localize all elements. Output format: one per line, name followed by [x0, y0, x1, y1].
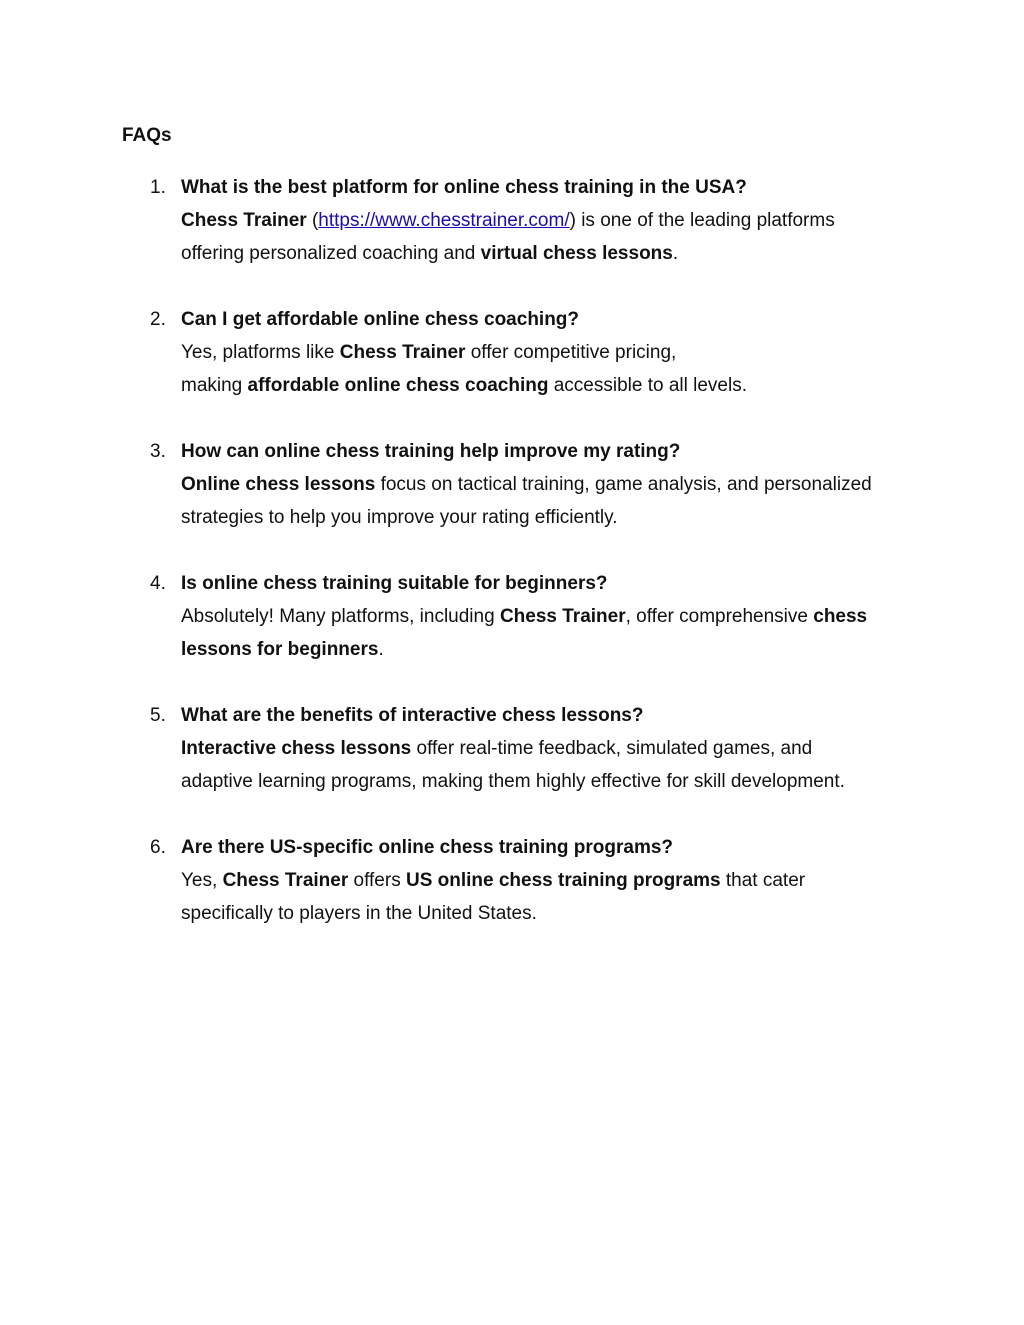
faq-item-1 — [0, 171, 1024, 270]
faq-body — [181, 831, 881, 930]
answer-bold-text: Online chess lessons — [181, 474, 376, 495]
answer-text: making — [181, 375, 248, 396]
faq-question: What is the best platform for online chess training in the USA? — [181, 177, 747, 198]
answer-bold-text: virtual chess lessons — [480, 243, 673, 264]
answer-text: . — [378, 639, 384, 660]
answer-bold-text: Chess Trainer — [499, 606, 626, 627]
answer-text: offer real-time feedback, simulated games, and adaptive learning programs, making them highly effective for skill development. — [181, 738, 845, 792]
answer-text: ( — [306, 210, 319, 231]
faq-question: Are there US-specific online chess training programs? — [181, 837, 674, 858]
faq-number: 6. — [150, 837, 166, 858]
faq-number: 3. — [150, 441, 166, 462]
answer-text: that cater specifically to players in the United States. — [181, 870, 806, 924]
faq-number: 1. — [150, 177, 166, 198]
answer-text: offers — [348, 870, 406, 891]
answer-text: Yes, — [181, 870, 223, 891]
chesstrainer-link[interactable]: https://www.chesstrainer.com/ — [318, 210, 570, 231]
answer-bold-text: Interactive chess lessons — [181, 738, 412, 759]
answer-text: focus on tactical training, game analysis, and personalized strategies to help you improve your rating efficiently. — [181, 474, 872, 528]
answer-text: , offer comprehensive — [625, 606, 814, 627]
faq-number: 5. — [150, 705, 166, 726]
faq-item-2 — [0, 303, 1024, 402]
answer-bold-text: Chess Trainer — [181, 210, 307, 231]
faq-answer — [181, 204, 881, 270]
faq-question: Is online chess training suitable for beginners? — [181, 573, 608, 594]
faq-item-4 — [0, 567, 1024, 666]
answer-bold-text: Chess Trainer — [222, 870, 349, 891]
answer-text: Absolutely! Many platforms, including — [181, 606, 500, 627]
faq-item-6 — [0, 831, 1024, 930]
faq-answer — [181, 600, 881, 666]
faq-number: 2. — [150, 309, 166, 330]
answer-bold-text: affordable online chess coaching — [247, 375, 549, 396]
answer-text: ) is one of the leading platforms offering personalized coaching and — [181, 210, 835, 264]
answer-bold-text: chess lessons for beginners — [181, 606, 868, 660]
faq-body — [181, 435, 881, 534]
faq-question: What are the benefits of interactive chess lessons? — [181, 705, 644, 726]
answer-bold-text: US online chess training programs — [405, 870, 721, 891]
faq-list — [0, 171, 1024, 963]
faq-number: 4. — [150, 573, 166, 594]
faq-answer — [181, 336, 881, 402]
faq-item-5 — [0, 699, 1024, 798]
faq-question: How can online chess training help improve my rating? — [181, 441, 681, 462]
faq-item-3 — [0, 435, 1024, 534]
faq-question: Can I get affordable online chess coaching? — [181, 309, 580, 330]
page-title: FAQs — [122, 125, 172, 146]
answer-text: accessible to all levels. — [548, 375, 747, 396]
faq-body — [181, 303, 881, 402]
answer-text: . — [672, 243, 679, 264]
faq-answer — [181, 864, 881, 930]
faq-body — [181, 699, 881, 798]
answer-text: Yes, platforms like — [181, 342, 340, 363]
faq-answer — [181, 732, 881, 798]
faq-answer — [181, 468, 881, 534]
faq-body — [181, 171, 881, 270]
answer-text: offer competitive pricing, — [465, 342, 677, 363]
answer-bold-text: Chess Trainer — [339, 342, 466, 363]
faq-body — [181, 567, 881, 666]
